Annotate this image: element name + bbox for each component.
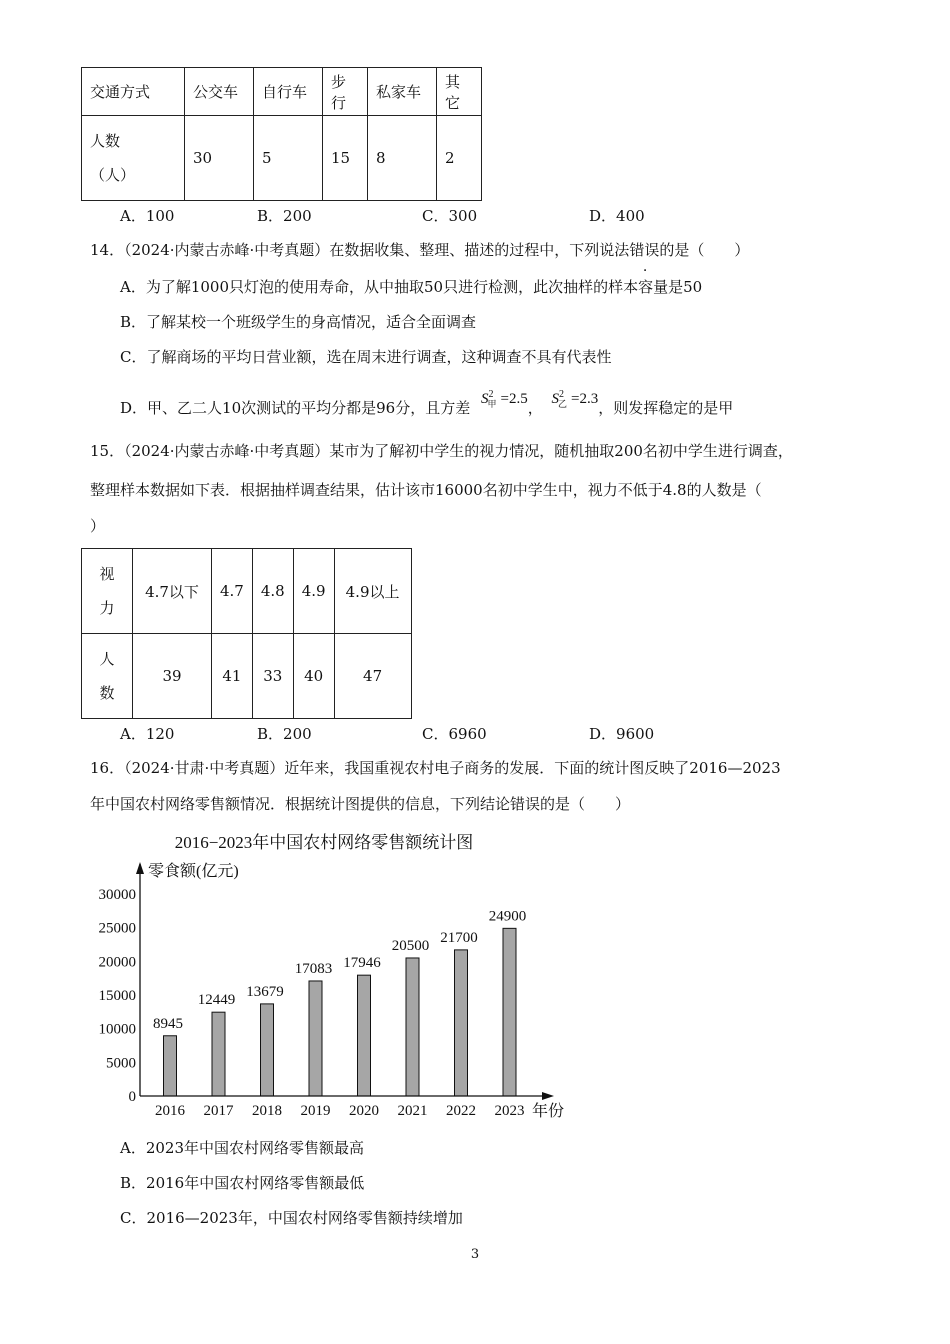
y-tick-label: 10000 <box>98 1021 136 1038</box>
bar <box>212 1012 225 1096</box>
q14-d-text: D．甲、乙二人10次测试的平均分都是96分，且方差 <box>120 399 471 417</box>
y-tick-label: 20000 <box>98 954 136 971</box>
table2-cell: 33 <box>252 634 293 719</box>
bar <box>503 928 516 1096</box>
x-tick-label: 2017 <box>203 1103 234 1119</box>
variance-formula-2 <box>552 391 599 407</box>
table1-cell: 5 <box>254 116 323 201</box>
label-char: 数 <box>99 684 115 702</box>
x-tick-label: 2019 <box>300 1103 331 1119</box>
chart-y-axis-label: 零食额(亿元) <box>148 863 239 880</box>
table1-header: 自行车 <box>254 68 323 116</box>
question-16-line2: 年中国农村网络零售额情况．根据统计图提供的信息，下列结论错误的是（ ） <box>90 795 631 813</box>
var-symbol: S <box>551 391 560 407</box>
transport-table <box>81 67 482 201</box>
table1-cell: 30 <box>185 116 254 201</box>
data-label: 12449 <box>197 992 236 1009</box>
q15-option-c: C．6960 <box>422 725 487 743</box>
table2-cell: 39 <box>133 634 212 719</box>
var-value: =2.3 <box>571 391 599 407</box>
question-15-line2: 整理样本数据如下表．根据抽样调查结果，估计该市16000名初中学生中，视力不低于4.8的人数是（ <box>90 481 762 499</box>
bar <box>455 950 468 1096</box>
q14-stem-text: 14．（2024·内蒙古赤峰·中考真题）在数据收集、整理、描述的过程中，下列说法 <box>90 241 630 259</box>
bar <box>309 981 322 1096</box>
row-label-line1: 人数 <box>90 132 121 150</box>
var-sup: 2 <box>559 389 565 400</box>
chart-title: 2016−2023年中国农村网络零售额统计图 <box>174 833 474 852</box>
x-tick-label: 2016 <box>155 1103 185 1119</box>
q16-option-a: A．2023年中国农村网络零售额最高 <box>120 1139 365 1157</box>
page-number: 3 <box>470 1247 480 1262</box>
x-tick-label: 2021 <box>397 1103 428 1119</box>
x-tick-label: 2023 <box>494 1103 525 1119</box>
data-label: 21700 <box>440 929 478 946</box>
variance-formula-1 <box>481 391 528 407</box>
var-sub: 甲 <box>487 399 497 409</box>
row-label-line2: （人） <box>90 166 136 184</box>
q14-emphasis: 错误 <box>629 241 660 259</box>
q16-option-b: B．2016年中国农村网络零售额最低 <box>120 1174 365 1192</box>
y-axis-arrow-icon <box>136 862 144 874</box>
var-sup: 2 <box>488 389 494 400</box>
y-tick-label: 0 <box>128 1089 136 1105</box>
x-tick-label: 2022 <box>446 1103 476 1119</box>
table2-cell: 47 <box>334 634 411 719</box>
label-char: 力 <box>99 599 115 617</box>
x-tick-label: 2020 <box>349 1103 379 1119</box>
table1-cell: 2 <box>437 116 482 201</box>
table1-header: 步行 <box>323 68 368 116</box>
table1-header: 交通方式 <box>82 68 185 116</box>
question-16-line1: 16．（2024·甘肃·中考真题）近年来，我国重视农村电子商务的发展．下面的统计图反映了2016—2023 <box>90 759 781 777</box>
bar <box>164 1036 177 1096</box>
option-a: A．100 <box>120 207 175 225</box>
table1-cell: 8 <box>368 116 437 201</box>
vision-table <box>81 548 412 719</box>
x-tick-label: 2018 <box>252 1103 282 1119</box>
question-15-line3: ） <box>90 517 106 535</box>
data-label: 8945 <box>153 1015 183 1032</box>
q14-option-c: C．了解商场的平均日营业额，选在周末进行调查，这种调查不具有代表性 <box>120 348 612 366</box>
rural-retail-bar-chart <box>80 826 580 1126</box>
q14-option-d <box>120 387 733 432</box>
table1-row-label <box>82 116 185 201</box>
y-tick-label: 30000 <box>98 887 136 903</box>
bar <box>358 975 371 1096</box>
x-axis-arrow-icon <box>542 1092 554 1100</box>
table2-label <box>82 549 133 634</box>
data-label: 13679 <box>246 983 284 1000</box>
data-label: 17946 <box>343 955 381 972</box>
question-14-stem <box>90 232 749 268</box>
table2-header: 4.8 <box>252 549 293 634</box>
q14-option-b: B．了解某校一个班级学生的身高情况，适合全面调查 <box>120 313 477 331</box>
q14-stem-end: 的是（ ） <box>659 241 750 259</box>
table2-cell: 41 <box>212 634 253 719</box>
question-15-line1: 15．（2024·内蒙古赤峰·中考真题）某市为了解初中学生的视力情况，随机抽取200名初中学生进行调查， <box>90 442 793 460</box>
chart-x-axis-label: 年份 <box>532 1103 565 1120</box>
q15-option-a: A．120 <box>120 725 175 743</box>
q16-option-c: C．2016—2023年，中国农村网络零售额持续增加 <box>120 1209 463 1227</box>
var-value: =2.5 <box>500 391 528 407</box>
table2-header: 4.7以下 <box>133 549 212 634</box>
table2-header: 4.7 <box>212 549 253 634</box>
option-c: C．300 <box>422 207 478 225</box>
y-tick-label: 25000 <box>98 920 136 937</box>
var-sub: 乙 <box>558 399 568 409</box>
q14-d-comma: ， <box>527 399 543 417</box>
table1-header: 公交车 <box>185 68 254 116</box>
q14-option-a: A．为了解1000只灯泡的使用寿命，从中抽取50只进行检测，此次抽样的样本容量是50 <box>120 278 703 296</box>
table2-label <box>82 634 133 719</box>
table1-cell: 15 <box>323 116 368 201</box>
y-tick-label: 5000 <box>106 1055 136 1072</box>
q14-d-end: ，则发挥稳定的是甲 <box>598 399 734 417</box>
label-char: 视 <box>99 565 115 583</box>
table1-header: 私家车 <box>368 68 437 116</box>
bar <box>406 958 419 1096</box>
label-char: 人 <box>99 650 115 668</box>
y-tick-label: 15000 <box>98 988 136 1004</box>
data-label: 20500 <box>391 937 430 954</box>
table2-header: 4.9以上 <box>334 549 411 634</box>
data-label: 17083 <box>294 960 333 977</box>
table1-header: 其它 <box>437 68 482 116</box>
var-symbol: S <box>480 391 489 407</box>
option-d: D．400 <box>589 207 645 225</box>
table2-header: 4.9 <box>293 549 334 634</box>
data-label: 24900 <box>488 908 527 925</box>
bar <box>261 1004 274 1096</box>
table2-cell: 40 <box>293 634 334 719</box>
option-b: B．200 <box>257 207 312 225</box>
q15-option-b: B．200 <box>257 725 312 743</box>
q15-option-d: D．9600 <box>589 725 655 743</box>
